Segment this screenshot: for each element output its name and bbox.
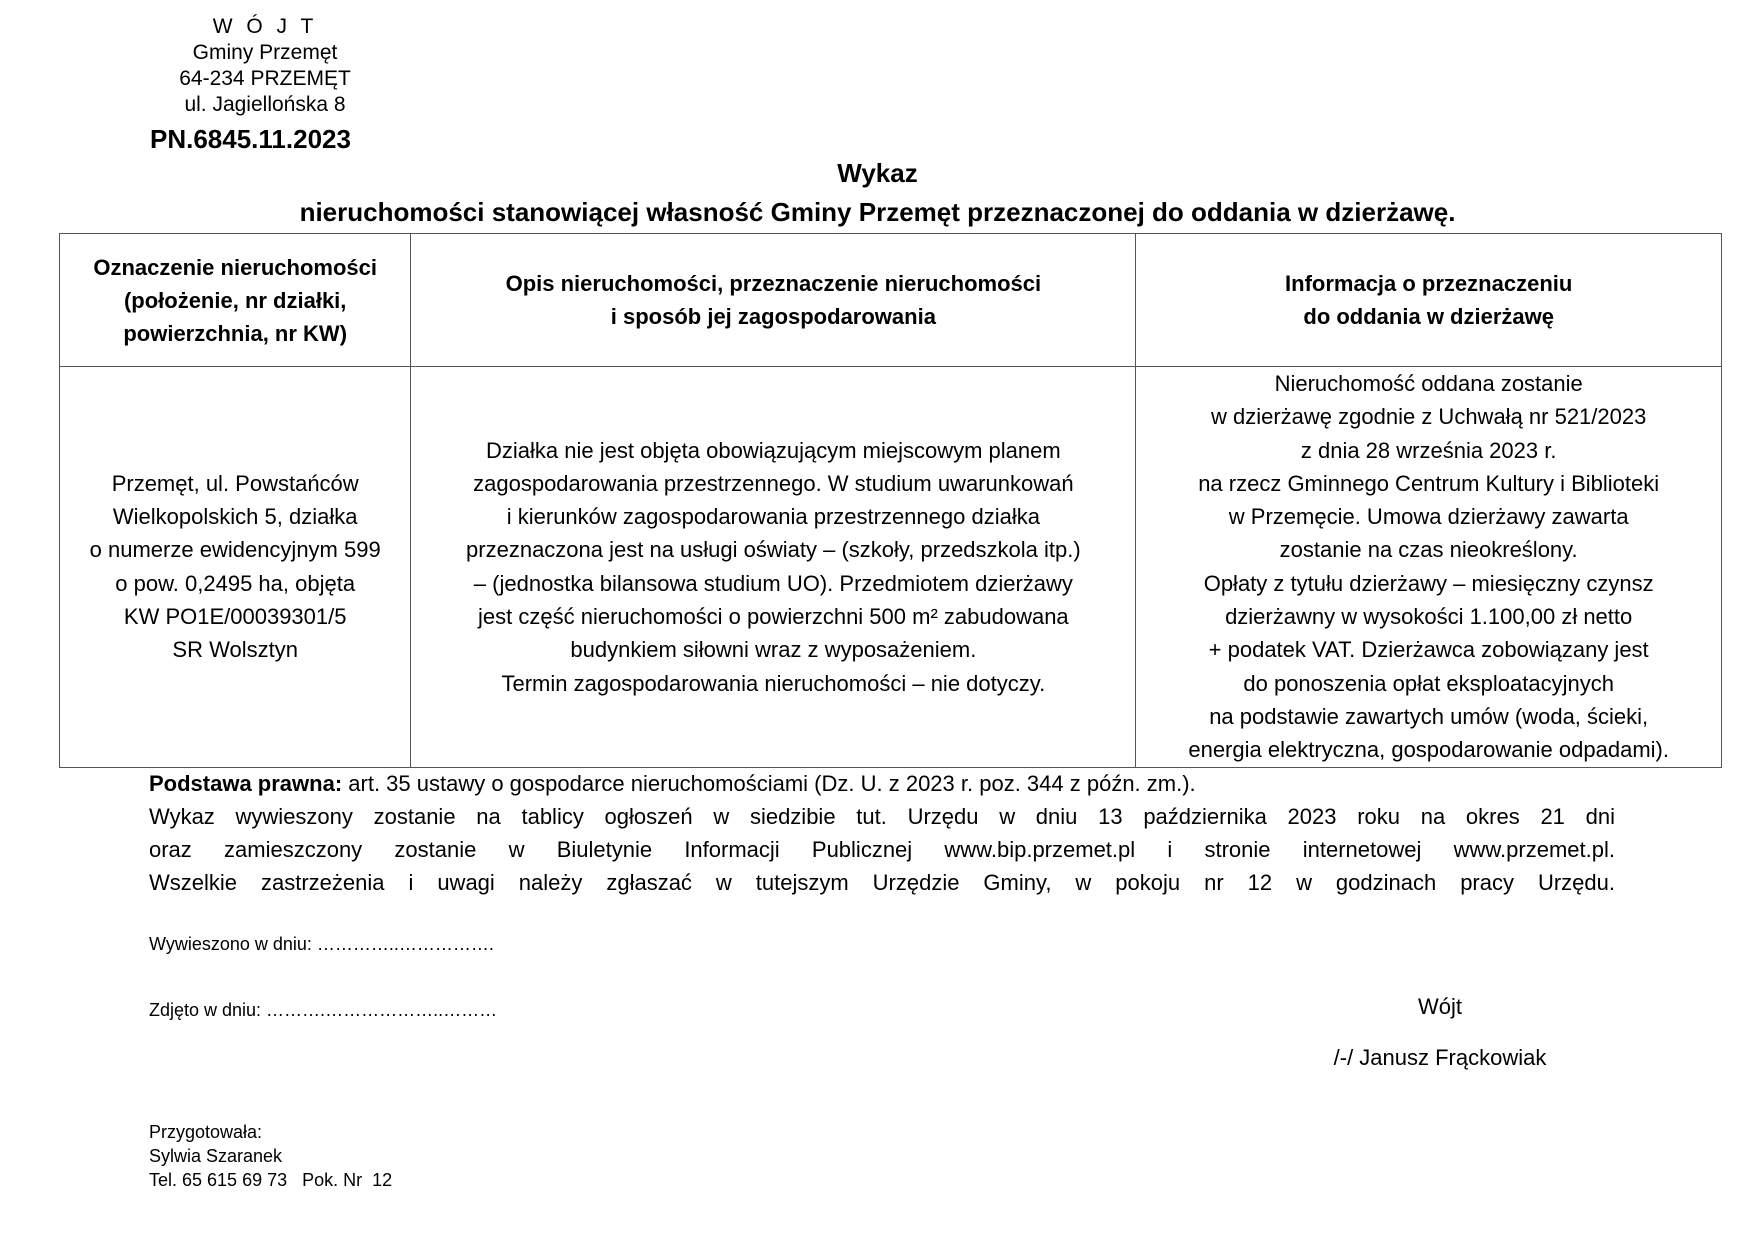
issuer-street: ul. Jagiellońska 8 [184,93,346,116]
cell-line: Opłaty z tytułu dzierżawy – miesięczny czynsz [1203,570,1654,596]
cell-line: KW PO1E/00039301/5 [123,604,347,630]
cell-line: o numerze ewidencyjnym 599 [89,537,381,563]
prepared-name: Sylwia Szaranek [149,1146,283,1166]
header-line: (położenie, nr działki, [123,287,347,313]
cell-line: Przemęt, ul. Powstańców [111,470,359,496]
issuer-postal: 64-234 PRZEMĘT [179,67,351,90]
cell-line: na podstawie zawartych umów (woda, ścieki, [1209,703,1649,729]
prepared-contact: Tel. 65 615 69 73 Pok. Nr 12 [149,1170,393,1190]
posted-date-field: Wywieszono w dniu: …………..……………. [149,934,494,954]
header-lease-info [1136,234,1722,367]
legal-section [149,767,1615,899]
cell-lease-info [1136,367,1722,768]
header-property-description [411,234,1136,367]
cell-property-designation [60,367,411,768]
prepared-label: Przygotowała: [149,1122,263,1142]
cell-line: Nieruchomość oddana zostanie [1274,371,1583,396]
posting-info: Wykaz wywieszony zostanie na tablicy ogłoszeń w siedzibie tut. Urzędu w dniu 13 października 2023 roku na okres 21 dni [149,804,1615,829]
cell-line: Działka nie jest objęta obowiązującym miejscowym planem [486,437,1061,463]
table-row [60,367,1722,768]
issuer-title: W Ó J T [212,15,318,38]
objections-info: Wszelkie zastrzeżenia i uwagi należy zgłaszać w tutejszym Urzędzie Gminy, w pokoju nr 12 w godzinach pracy Urzędu. [149,870,1615,895]
header-property-designation [60,234,411,367]
header-line: powierzchnia, nr KW) [123,320,348,346]
cell-line: + podatek VAT. Dzierżawca zobowiązany jest [1208,637,1649,663]
publication-info: oraz zamieszczony zostanie w Biuletynie Informacji Publicznej www.bip.przemet.pl i stronie internetowej www.przemet.pl. [149,837,1615,862]
header-line: Informacja o przeznaczeniu [1285,271,1573,296]
cell-line: zostanie na czas nieokreślony. [1279,537,1578,563]
cell-line: SR Wolsztyn [172,637,298,663]
reference-number: PN.6845.11.2023 [150,124,351,154]
cell-line: zagospodarowania przestrzennego. W studium uwarunkowań [473,470,1074,496]
prepared-by [149,1120,392,1192]
cell-property-description [411,367,1136,768]
cell-line: Termin zagospodarowania nieruchomości – nie dotyczy. [501,670,1046,696]
cell-line: z dnia 28 września 2023 r. [1300,437,1557,463]
property-table [59,233,1722,768]
signatory-role: Wójt [1418,994,1462,1019]
header-line: Opis nieruchomości, przeznaczenie nieruchomości [505,271,1042,296]
header-line: do oddania w dzierżawę [1303,304,1554,329]
cell-line: budynkiem siłowni wraz z wyposażeniem. [570,637,977,663]
issuer-name: Gminy Przemęt [192,41,338,64]
cell-line: na rzecz Gminnego Centrum Kultury i Biblioteki [1198,470,1660,496]
document-title: Wykaz [837,158,918,188]
cell-line: jest część nieruchomości o powierzchni 500 m² zabudowana [478,604,1069,630]
header-line: Oznaczenie nieruchomości [93,254,377,280]
issuer-header [150,14,380,118]
cell-line: Wielkopolskich 5, działka [112,504,358,530]
legal-basis [149,767,1615,800]
cell-line: w Przemęcie. Umowa dzierżawy zawarta [1228,504,1629,530]
cell-line: przeznaczona jest na usługi oświaty – (szkoły, przedszkola itp.) [466,537,1081,563]
cell-line: o pow. 0,2495 ha, objęta [115,570,356,596]
cell-line: dzierżawny w wysokości 1.100,00 zł netto [1225,604,1633,630]
cell-line: i kierunków zagospodarowania przestrzennego działka [506,504,1040,530]
signatory-name: /-/ Janusz Frąckowiak [1333,1045,1547,1070]
header-line: i sposób jej zagospodarowania [610,304,936,329]
cell-line: w dzierżawę zgodnie z Uchwałą nr 521/2023 [1210,404,1647,430]
table-header-row [60,234,1722,367]
removed-date-field: Zdjęto w dniu: ……….………………..……… [149,1000,498,1020]
legal-basis-text: art. 35 ustawy o gospodarce nieruchomościami (Dz. U. z 2023 r. poz. 344 z późn. zm.). [342,771,1196,796]
cell-line: energia elektryczna, gospodarowanie odpadami). [1188,737,1669,763]
cell-line: – (jednostka bilansowa studium UO). Przedmiotem dzierżawy [473,570,1073,596]
legal-basis-label: Podstawa prawna: [149,771,343,796]
document-subtitle: nieruchomości stanowiącej własność Gminy Przemęt przeznaczonej do oddania w dzierżawę. [299,197,1456,227]
cell-line: do ponoszenia opłat eksploatacyjnych [1243,670,1614,696]
